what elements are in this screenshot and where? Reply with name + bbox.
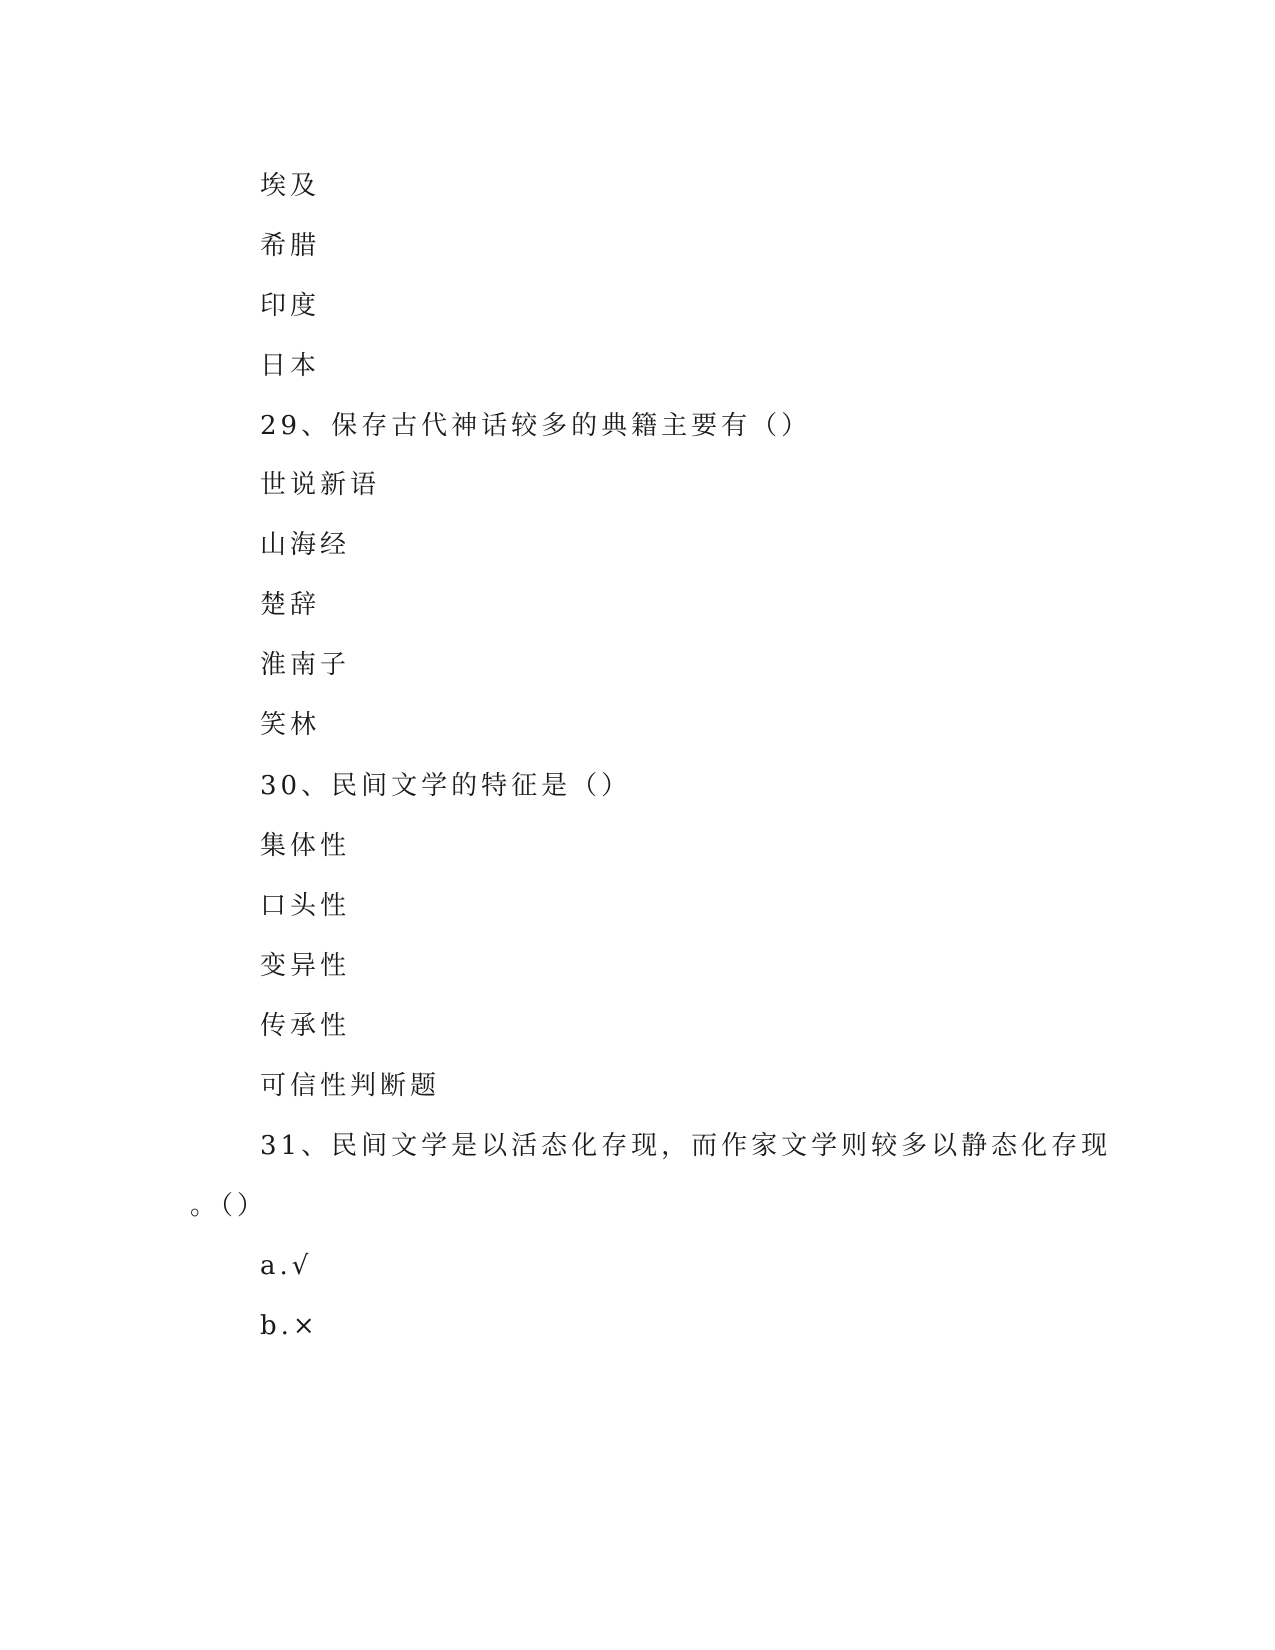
question-31-line2: 。（） <box>190 1191 268 1221</box>
option-text: 印度 <box>260 291 321 321</box>
option-false: b.× <box>260 1311 319 1341</box>
question-30: 30、民间文学的特征是（） <box>260 771 632 801</box>
option-text: 口头性 <box>260 891 351 921</box>
question-31-line1: 31、民间文学是以活态化存现，而作家文学则较多以静态化存现 <box>260 1131 1112 1161</box>
option-text: 埃及 <box>260 171 321 201</box>
option-text: 可信性判断题 <box>260 1071 441 1101</box>
option-text: 世说新语 <box>260 470 381 500</box>
option-text: 传承性 <box>260 1011 351 1041</box>
option-text: 楚辞 <box>260 590 321 620</box>
option-text: 淮南子 <box>260 650 351 680</box>
option-text: 笑林 <box>260 710 321 740</box>
option-text: 变异性 <box>260 951 351 981</box>
option-text: 山海经 <box>260 530 351 560</box>
option-text: 日本 <box>260 351 321 381</box>
option-true: a.√ <box>260 1251 313 1281</box>
option-text: 集体性 <box>260 831 351 861</box>
question-29: 29、保存古代神话较多的典籍主要有（） <box>260 411 812 441</box>
option-text: 希腊 <box>260 231 321 261</box>
